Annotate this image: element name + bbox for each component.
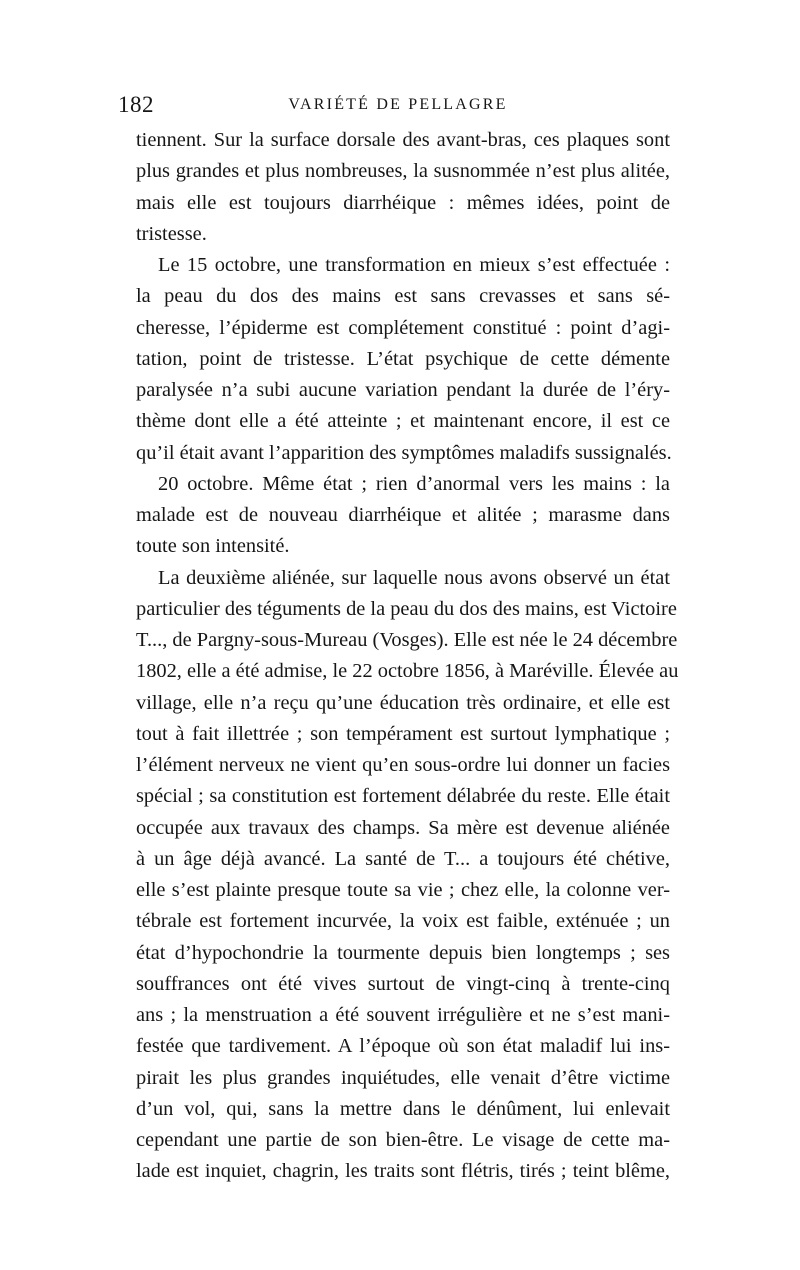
text-line: village, elle n’a reçu qu’une éducation très ordinaire, et elle est <box>136 691 670 714</box>
text-line: à un âge déjà avancé. La santé de T... a toujours été chétive, <box>136 847 670 870</box>
text-line: état d’hypochondrie la tourmente depuis bien longtemps ; ses <box>136 941 670 964</box>
text-line: qu’il était avant l’apparition des symptômes maladifs sussignalés. <box>136 441 672 464</box>
text-line: malade est de nouveau diarrhéique et alitée ; marasme dans <box>136 504 670 526</box>
text-line: la peau du dos des mains est sans crevasses et sans sé- <box>136 285 670 308</box>
text-line: cheresse, l’épiderme est complétement constitué : point d’agi- <box>136 316 670 339</box>
text-line: lade est inquiet, chagrin, les traits sont flétris, tirés ; teint blême, <box>136 1160 670 1183</box>
text-line: pirait les plus grandes inquiétudes, elle venait d’être victime <box>136 1066 670 1089</box>
text-line: d’un vol, qui, sans la mettre dans le dénûment, lui enlevait <box>136 1097 670 1120</box>
text-line: tébrale est fortement incurvée, la voix est faible, exténuée ; un <box>136 910 670 933</box>
text-line: occupée aux travaux des champs. Sa mère est devenue aliénée <box>136 816 670 839</box>
text-line: tation, point de tristesse. L’état psychique de cette démente <box>136 347 670 370</box>
text-line: elle s’est plainte presque toute sa vie ; chez elle, la colonne ver- <box>136 879 670 901</box>
text-line: paralysée n’a subi aucune variation pendant la durée de l’éry- <box>136 379 670 401</box>
text-line: La deuxième aliénée, sur laquelle nous avons observé un état <box>158 566 670 589</box>
running-title: VARIÉTÉ DE PELLAGRE <box>288 96 508 113</box>
running-head <box>118 92 678 122</box>
text-line: l’élément nerveux ne vient qu’en sous-ordre lui donner un facies <box>136 754 670 776</box>
text-line: festée que tardivement. A l’époque où son état maladif lui ins- <box>136 1035 670 1058</box>
text-line: ans ; la menstruation a été souvent irrégulière et ne s’est mani- <box>136 1004 670 1026</box>
text-line: thème dont elle a été atteinte ; et maintenant encore, il est ce <box>136 410 670 433</box>
text-line: 20 octobre. Même état ; rien d’anormal vers les mains : la <box>158 472 670 495</box>
text-line: particulier des téguments de la peau du dos des mains, est Victoire <box>136 597 677 620</box>
text-line: 1802, elle a été admise, le 22 octobre 1856, à Maréville. Élevée au <box>136 660 679 683</box>
text-line: tristesse. <box>136 222 207 245</box>
text-line: T..., de Pargny-sous-Mureau (Vosges). Elle est née le 24 décembre <box>136 629 678 651</box>
text-line: souffrances ont été vives surtout de vingt-cinq à trente-cinq <box>136 972 670 995</box>
text-line: Le 15 octobre, une transformation en mieux s’est effectuée : <box>158 254 670 276</box>
text-line: mais elle est toujours diarrhéique : mêmes idées, point de <box>136 191 670 214</box>
text-line: tiennent. Sur la surface dorsale des avant-bras, ces plaques sont <box>136 129 670 151</box>
body-text <box>136 125 679 1188</box>
text-line: plus grandes et plus nombreuses, la susnommée n’est plus alitée, <box>136 160 670 183</box>
text-line: spécial ; sa constitution est fortement délabrée du reste. Elle était <box>136 785 670 808</box>
page-number: 182 <box>118 92 154 117</box>
text-line: toute son intensité. <box>136 535 290 558</box>
text-line: tout à fait illettrée ; son tempérament est surtout lymphatique ; <box>136 722 670 745</box>
text-line: cependant une partie de son bien-être. Le visage de cette ma- <box>136 1129 670 1151</box>
